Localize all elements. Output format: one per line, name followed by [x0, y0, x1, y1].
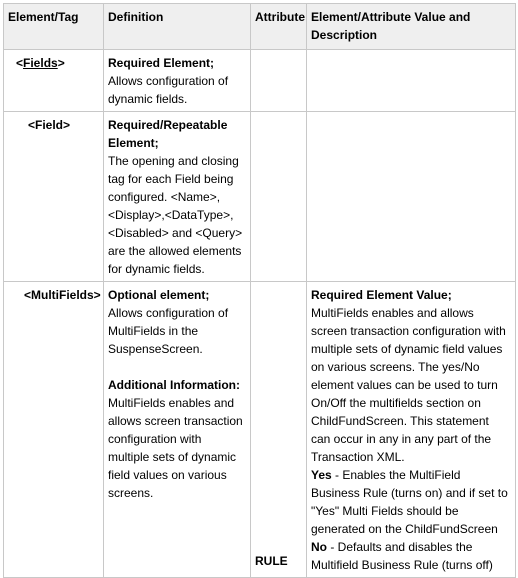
value-cell [307, 112, 516, 282]
definition-title: Required Element; [108, 56, 215, 70]
definition-cell [104, 282, 251, 578]
definition-title: Required/Repeatable Element; [108, 118, 228, 150]
value-title: Required Element Value; [311, 288, 452, 302]
tag-cell: <Field> [4, 112, 104, 282]
table-row-multifields [4, 282, 516, 578]
definition-title: Optional element; [108, 288, 210, 302]
definition-cell [104, 112, 251, 282]
definition-cell [104, 50, 251, 112]
header-value-description: Element/Attribute Value and Description [307, 4, 516, 50]
no-label: No [311, 540, 327, 554]
value-cell [307, 50, 516, 112]
yes-description [311, 466, 511, 538]
attribute-cell [251, 282, 307, 578]
additional-info-title: Additional Information: [108, 378, 240, 392]
tag-open: < [16, 56, 24, 70]
attribute-cell [251, 50, 307, 112]
header-attribute: Attribute [251, 4, 307, 50]
value-cell [307, 282, 516, 578]
table-row-field [4, 112, 516, 282]
definition-text: The opening and closing tag for each Field being configured. <Name>, <Display>,<DataType>, <Disabled> and <Query> are the allowed elements for dynamic fields. [108, 154, 243, 276]
yes-label: Yes [311, 468, 332, 482]
element-definition-table [3, 3, 516, 578]
attribute-rule: RULE [255, 554, 288, 568]
table-row-fields [4, 50, 516, 112]
header-element-tag: Element/Tag [4, 4, 104, 50]
yes-text: - Enables the MultiField Business Rule (turns on) and if set to "Yes" Multi Fields should be generated on the ChildFundScreen [311, 468, 508, 536]
definition-text: Allows configuration of MultiFields in the SuspenseScreen. [108, 306, 229, 356]
tag-close: > [57, 56, 65, 70]
definition-text: Allows configuration of dynamic fields. [108, 74, 229, 106]
table-header-row [4, 4, 516, 50]
tag-cell: <MultiFields> [4, 282, 104, 578]
no-description [311, 538, 511, 574]
additional-info-text: MultiFields enables and allows screen transaction configuration with multiple sets of dynamic field values on various screens. [108, 396, 243, 500]
attribute-cell [251, 112, 307, 282]
tag-name: Fields [23, 56, 58, 70]
no-text: - Defaults and disables the Multifield Business Rule (turns off) [311, 540, 493, 572]
header-definition: Definition [104, 4, 251, 50]
value-text: MultiFields enables and allows screen transaction configuration with multiple sets of dynamic field values on various screens. The yes/No element values can be used to turn On/Off the multifields section on ChildFundScreen. This statement can occur in any in any part of the Transaction XML. [311, 306, 506, 464]
tag-cell [4, 50, 104, 112]
